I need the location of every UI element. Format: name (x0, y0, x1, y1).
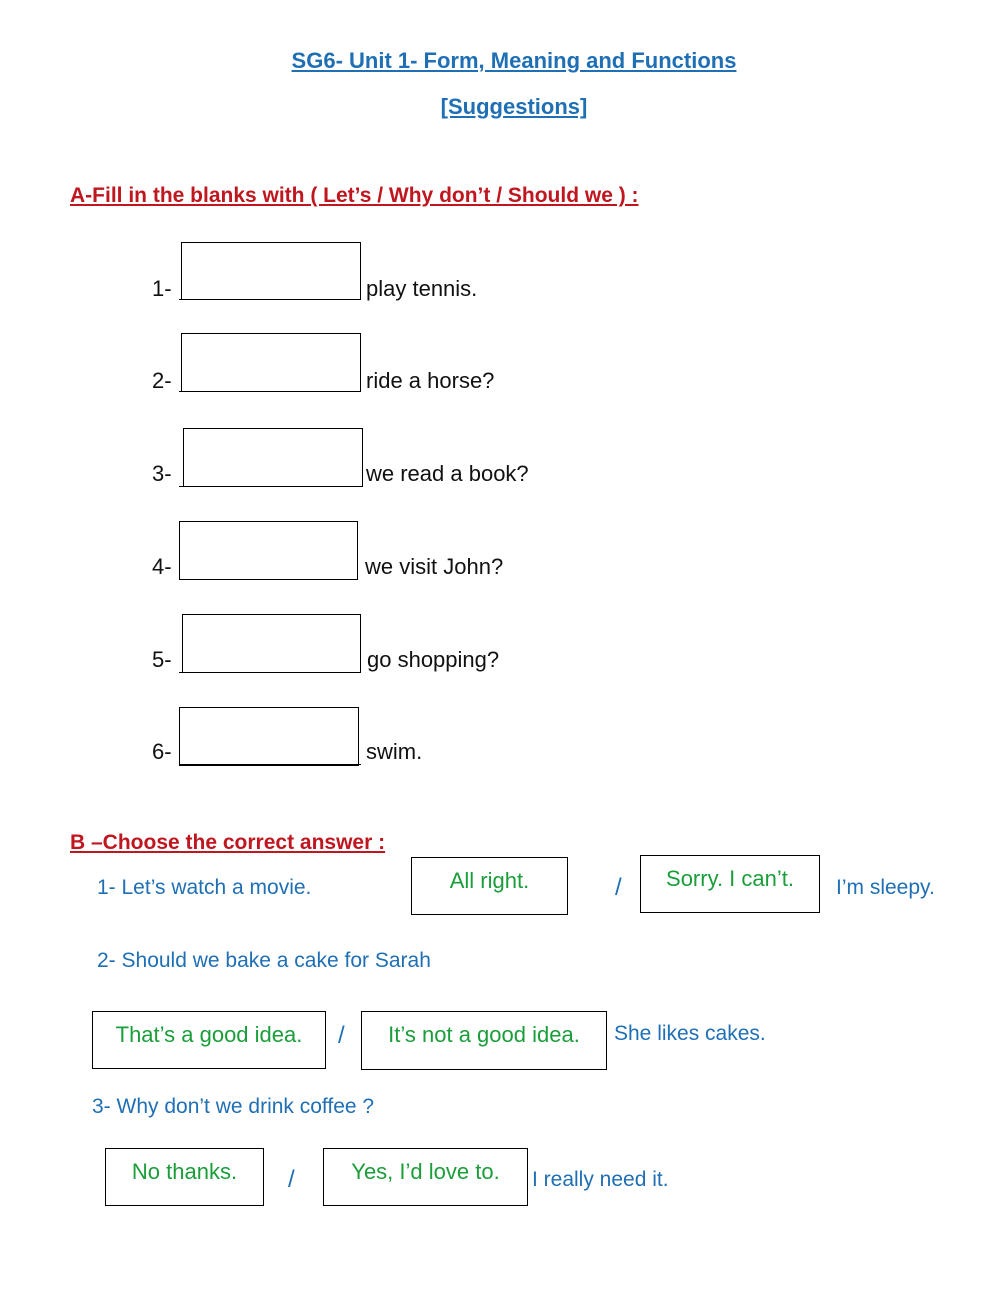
option-separator: / (338, 1022, 345, 1049)
item-number: 3- (152, 461, 172, 486)
blank-underline (179, 764, 361, 765)
item-number: 1- (152, 276, 172, 301)
option-all-right[interactable]: All right. (411, 857, 568, 915)
option-thats-a-good-idea[interactable]: That’s a good idea. (92, 1011, 326, 1069)
option-yes-id-love-to[interactable]: Yes, I’d love to. (323, 1148, 528, 1206)
item-text: play tennis. (366, 276, 478, 301)
item-text: swim. (366, 739, 423, 764)
section-b-heading: B –Choose the correct answer : (70, 831, 386, 854)
item-text: we visit John? (365, 554, 504, 579)
item-number: 4- (152, 554, 172, 579)
question-prompt-3: 3- Why don’t we drink coffee ? (92, 1095, 375, 1118)
option-separator: / (615, 874, 622, 901)
item-number: 5- (152, 647, 172, 672)
answer-box-2[interactable] (181, 333, 361, 392)
option-sorry-i-cant[interactable]: Sorry. I can’t. (640, 855, 820, 913)
answer-box-3[interactable] (183, 428, 363, 487)
blank-underline (179, 672, 361, 673)
question-prompt-1: 1- Let’s watch a movie. (97, 876, 312, 899)
item-text: ride a horse? (366, 368, 495, 393)
option-separator: / (288, 1166, 295, 1193)
question-prompt-2: 2- Should we bake a cake for Sarah (97, 949, 431, 972)
item-number: 2- (152, 368, 172, 393)
blank-underline (179, 579, 349, 580)
page-title: SG6- Unit 1- Form, Meaning and Functions (291, 48, 737, 73)
section-a-heading: A-Fill in the blanks with ( Let’s / Why don’t / Should we ) : (70, 184, 639, 207)
answer-box-1[interactable] (181, 242, 361, 300)
answer-box-6[interactable] (179, 707, 359, 766)
blank-underline (179, 486, 363, 487)
page-subtitle: [Suggestions] (440, 94, 588, 119)
option-its-not-a-good-idea[interactable]: It’s not a good idea. (361, 1011, 607, 1070)
question-tail-2: She likes cakes. (614, 1022, 766, 1045)
blank-underline (179, 299, 361, 300)
blank-underline (179, 391, 361, 392)
answer-box-4[interactable] (179, 521, 358, 580)
item-text: go shopping? (367, 647, 500, 672)
question-tail-1: I’m sleepy. (836, 876, 935, 899)
question-tail-3: I really need it. (532, 1168, 669, 1191)
option-no-thanks[interactable]: No thanks. (105, 1148, 264, 1206)
answer-box-5[interactable] (182, 614, 361, 673)
item-text: we read a book? (366, 461, 529, 486)
item-number: 6- (152, 739, 172, 764)
